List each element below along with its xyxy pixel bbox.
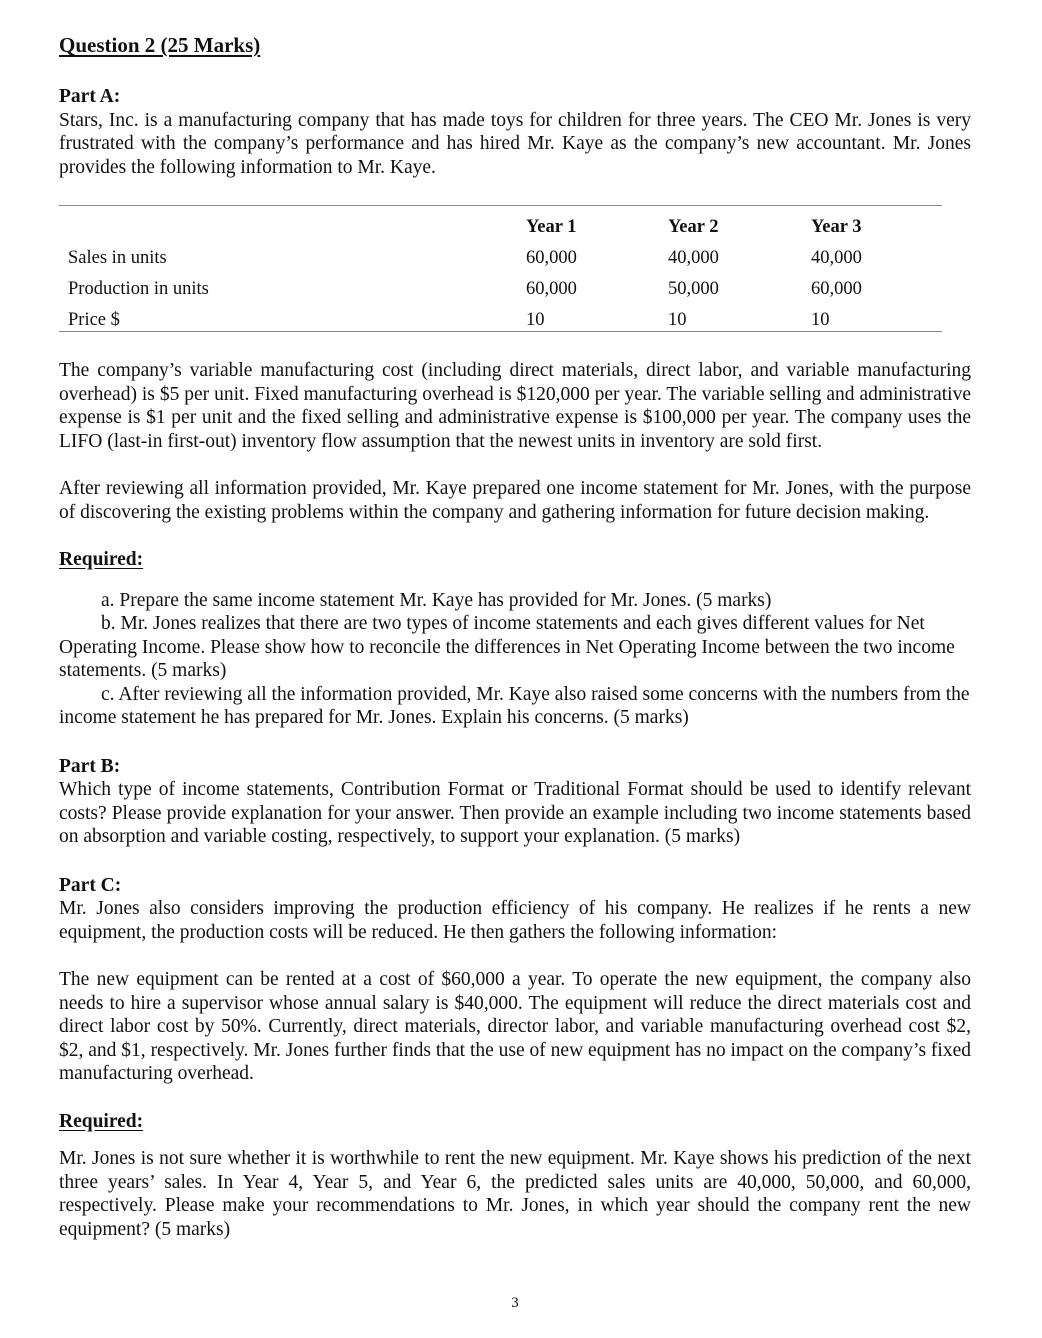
table-header-year-1: Year 1 — [526, 217, 577, 237]
part-b-heading: Part B: — [59, 755, 121, 777]
part-a — [59, 85, 971, 730]
required-list — [59, 589, 971, 730]
part-a-intro: Stars, Inc. is a manufacturing company that has made toys for children for three years. The CEO Mr. Jones is very frustrated with the company’s performance and has hired Mr. Kaye as the company’s new accountant. Mr. Jones provides the following information to Mr. Kaye. — [59, 109, 971, 178]
table-cell: 60,000 — [526, 248, 577, 268]
table-cell: 40,000 — [668, 248, 719, 268]
table-row-production — [59, 278, 942, 302]
table-cell: 10 — [526, 310, 545, 330]
table-cell: 10 — [668, 310, 687, 330]
table-cell: 10 — [811, 310, 830, 330]
table-row-label: Production in units — [68, 279, 209, 299]
costs-paragraph: The company’s variable manufacturing cost (including direct materials, direct labor, and variable manufacturing overhead) is $5 per unit. Fixed manufacturing overhead is $120,000 per year. The variable selling and administrative expense is $1 per unit and the fixed selling and administrative expense is $100,000 per year. The company uses the LIFO (last-in first-out) inventory flow assumption that the newest units in inventory are sold first. — [59, 360, 971, 452]
table-cell: 40,000 — [811, 248, 862, 268]
review-paragraph: After reviewing all information provided, Mr. Kaye prepared one income statement for Mr. Jones, with the purpose of discovering the existing problems within the company and gathering information for future decision making. — [59, 478, 971, 523]
part-c-heading: Part C: — [59, 874, 122, 896]
required-item-a: a. Prepare the same income statement Mr. Kaye has provided for Mr. Jones. (5 marks) — [101, 589, 772, 611]
page-number: 3 — [511, 1295, 519, 1311]
table-row-price — [59, 309, 942, 333]
part-a-heading: Part A: — [59, 86, 121, 107]
table-header-year-3: Year 3 — [811, 217, 862, 237]
table-cell: 60,000 — [526, 279, 577, 299]
required-text-c: Mr. Jones is not sure whether it is worthwhile to rent the new equipment. Mr. Kaye shows his prediction of the next three years’ sales. In Year 4, Year 5, and Year 6, the predicted sales units are 40,000, 50,000, and 60,000, respectively. Please make your recommendations to Mr. Jones, in which year should the company rent the new equipment? (5 marks) — [59, 1148, 971, 1240]
table-row-label: Price $ — [68, 310, 120, 330]
part-b-text: Which type of income statements, Contribution Format or Traditional Format should be used to identify relevant costs? Please provide explanation for your answer. Then provide an example including two income statements based on absorption and variable costing, respectively, to support your explanation. (5 marks) — [59, 779, 971, 847]
question-title: Question 2 (25 Marks) — [59, 33, 261, 57]
required-heading-a: Required: — [59, 549, 144, 570]
required-item-b: b. Mr. Jones realizes that there are two types of income statements and each gives different values for Net Operating Income. Please show how to reconcile the differences in Net Operating Income between the two income statements. (5 marks) — [59, 613, 955, 681]
document-page — [59, 34, 971, 1241]
table-cell: 60,000 — [811, 279, 862, 299]
table-header-year-2: Year 2 — [668, 217, 719, 237]
required-item-c: c. After reviewing all the information provided, Mr. Kaye also raised some concerns with the numbers from the income statement he has prepared for Mr. Jones. Explain his concerns. (5 marks) — [59, 683, 970, 728]
equipment-paragraph: The new equipment can be rented at a cost of $60,000 a year. To operate the new equipment, the company also needs to hire a supervisor whose annual salary is $40,000. The equipment will reduce the direct materials cost and direct labor cost by 50%. Currently, direct materials, director labor, and variable manufacturing overhead cost $2, $2, and $1, respectively. Mr. Jones further finds that the use of new equipment has no impact on the company’s fixed manufacturing overhead. — [59, 969, 971, 1084]
table-row-label: Sales in units — [68, 248, 167, 268]
required-heading-c: Required: — [59, 1110, 144, 1132]
part-b — [59, 755, 971, 849]
production-table — [59, 205, 942, 332]
table-cell: 50,000 — [668, 279, 719, 299]
part-c-intro: Mr. Jones also considers improving the production efficiency of his company. He realizes if he rents a new equipment, the production costs will be reduced. He then gathers the following information: — [59, 898, 971, 943]
table-header-row — [59, 216, 942, 240]
part-c — [59, 874, 971, 1242]
table-row-sales — [59, 247, 942, 271]
